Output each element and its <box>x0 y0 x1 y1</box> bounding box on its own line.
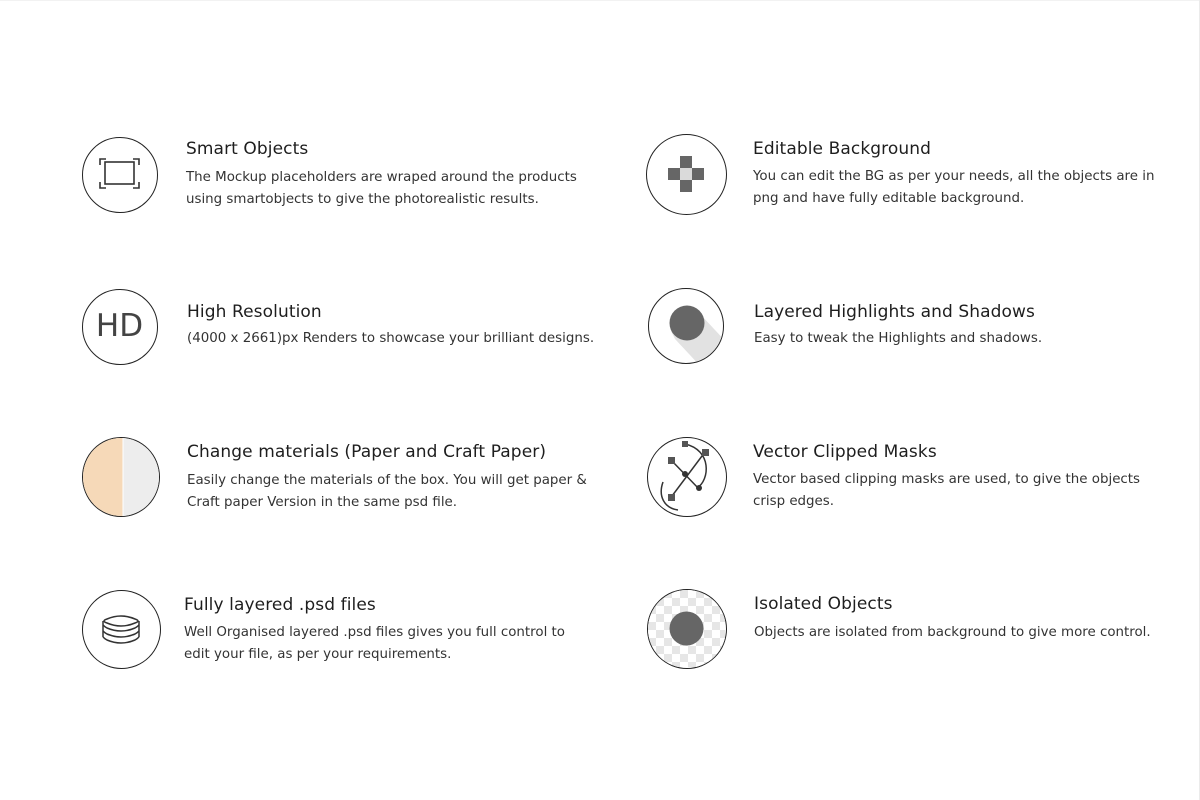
feature-description: Easily change the materials of the box. You will get paper & Craft paper Version in the same psd file. <box>187 473 587 510</box>
feature-title: Fully layered .psd files <box>184 595 376 615</box>
feature-description: Well Organised layered .psd files gives you full control to edit your file, as per your requirements. <box>184 625 565 662</box>
feature-title: Editable Background <box>753 139 932 159</box>
smart-object-frame-icon <box>82 137 158 213</box>
feature-description: (4000 x 2661)px Renders to showcase your brilliant designs. <box>187 331 595 346</box>
half-paper-half-craft-icon <box>82 437 160 517</box>
circle-long-shadow-icon <box>648 288 724 364</box>
feature-title: Layered Highlights and Shadows <box>754 302 1036 322</box>
feature-description: You can edit the BG as per your needs, all the objects are in png and have fully editable background. <box>753 169 1155 206</box>
feature-title: High Resolution <box>187 302 322 322</box>
checker-blocks-icon <box>646 134 727 215</box>
feature-title: Isolated Objects <box>754 594 893 614</box>
hd-icon: HD <box>82 289 158 365</box>
feature-description: Vector based clipping masks are used, to give the objects crisp edges. <box>753 472 1141 509</box>
bezier-pen-path-icon <box>647 437 727 517</box>
feature-title: Smart Objects <box>186 139 309 159</box>
top-edge <box>0 0 1200 1</box>
feature-title: Vector Clipped Masks <box>753 442 937 462</box>
feature-description: The Mockup placeholders are wraped around the products using smartobjects to give the photorealistic results. <box>186 170 577 207</box>
feature-description: Objects are isolated from background to give more control. <box>754 625 1151 640</box>
feature-description: Easy to tweak the Highlights and shadows. <box>754 331 1043 346</box>
isolated-circle-transparency-icon <box>647 589 727 669</box>
feature-title: Change materials (Paper and Craft Paper) <box>187 442 547 462</box>
stacked-layers-icon <box>82 590 161 669</box>
